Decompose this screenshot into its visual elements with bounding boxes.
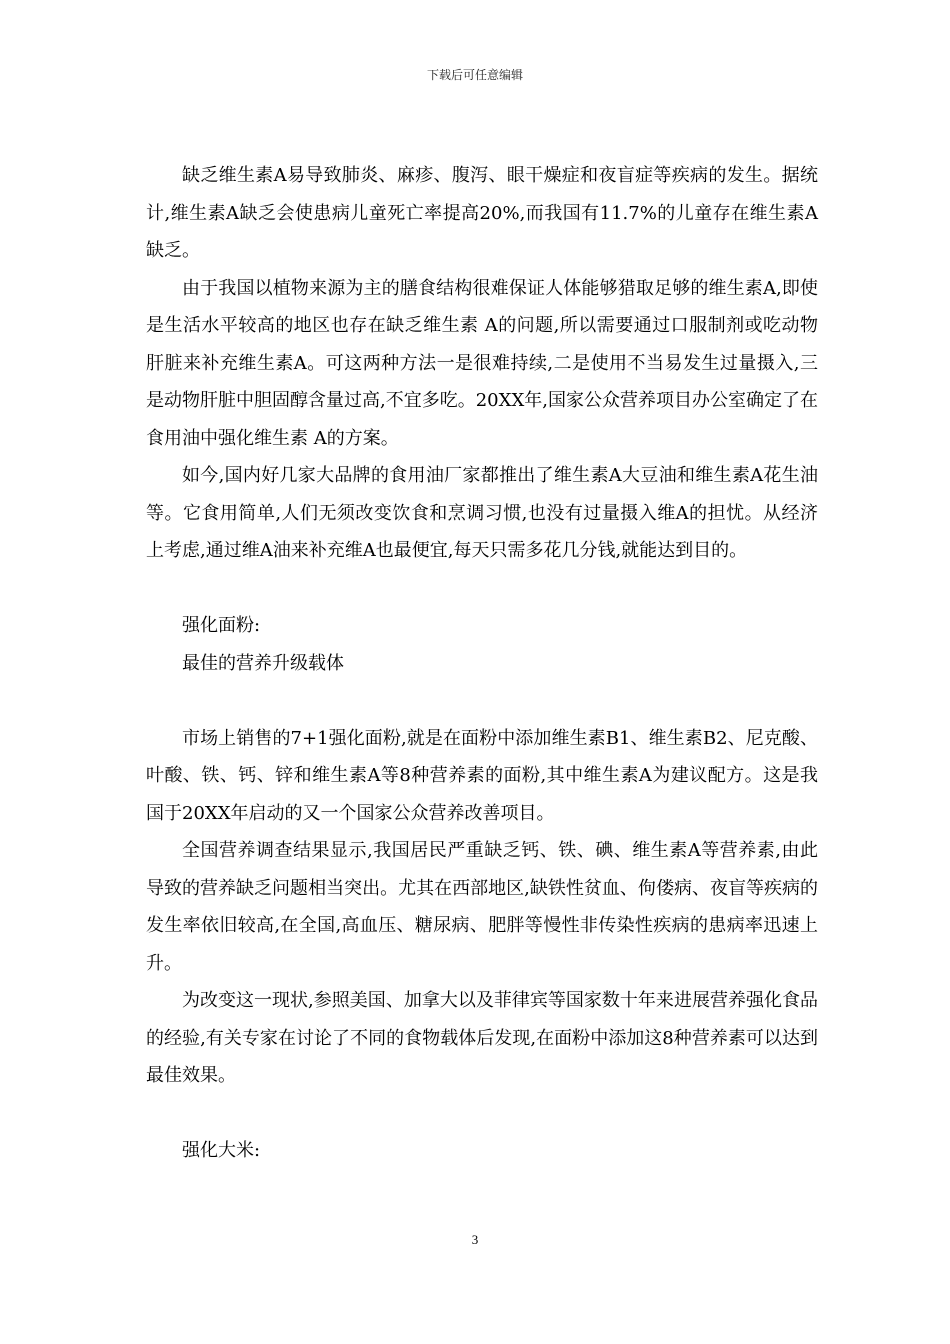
paragraph-flour-market: 市场上销售的7+1强化面粉,就是在面粉中添加维生素B1、维生素B2、尼克酸、叶酸、铁、钙、锌和维生素A等8种营养素的面粉,其中维生素A为建议配方。这是我国于20XX年启动的又一个国家公众营养改善项目。 [146,727,818,824]
spacer [146,682,818,720]
paragraph-diet-structure: 由于我国以植物来源为主的膳食结构很难保证人体能够猎取足够的维生素A,即使是生活水平较高的地区也存在缺乏维生素 A的问题,所以需要通过口服制剂或吃动物肝脏来补充维生素A。可这两种方法一是很难持续,二是使用不当易发生过量摄入,三是动物肝脏中胆固醇含量过高,不宜多吃。20XX年,国家公众营养项目办公室确定了在食用油中强化维生素 A的方案。 [146,277,818,449]
heading-fortified-flour: 强化面粉: [182,615,261,636]
document-body [146,157,818,1170]
paragraph-vitamin-a-deficiency: 缺乏维生素A易导致肺炎、麻疹、腹泻、眼干燥症和夜盲症等疾病的发生。据统计,维生素A缺乏会使患病儿童死亡率提高20%,而我国有11.7%的儿童存在维生素A缺乏。 [146,165,818,261]
page-header: 下载后可任意编辑 [426,68,523,82]
paragraph-fortified-oil: 如今,国内好几家大品牌的食用油厂家都推出了维生素A大豆油和维生素A花生油等。它食用简单,人们无须改变饮食和烹调习惯,也没有过量摄入维A的担忧。从经济上考虑,通过维A油来补充维A也最便宜,每天只需多花几分钱,就能达到目的。 [146,465,818,561]
paragraph-nutrition-survey: 全国营养调查结果显示,我国居民严重缺乏钙、铁、碘、维生素A等营养素,由此导致的营养缺乏问题相当突出。尤其在西部地区,缺铁性贫血、佝偻病、夜盲等疾病的发生率依旧较高,在全国,高血压、糖尿病、肥胖等慢性非传染性疾病的患病率迅速上升。 [146,840,818,974]
paragraph-expert-findings: 为改变这一现状,参照美国、加拿大以及菲律宾等国家数十年来进展营养强化食品的经验,有关专家在讨论了不同的食物载体后发现,在面粉中添加这8种营养素可以达到最佳效果。 [146,990,818,1086]
heading-fortified-rice: 强化大米: [182,1140,261,1161]
subheading-fortified-flour: 最佳的营养升级载体 [182,652,344,674]
spacer [146,570,818,608]
spacer [146,1095,818,1133]
page-number: 3 [471,1232,479,1247]
